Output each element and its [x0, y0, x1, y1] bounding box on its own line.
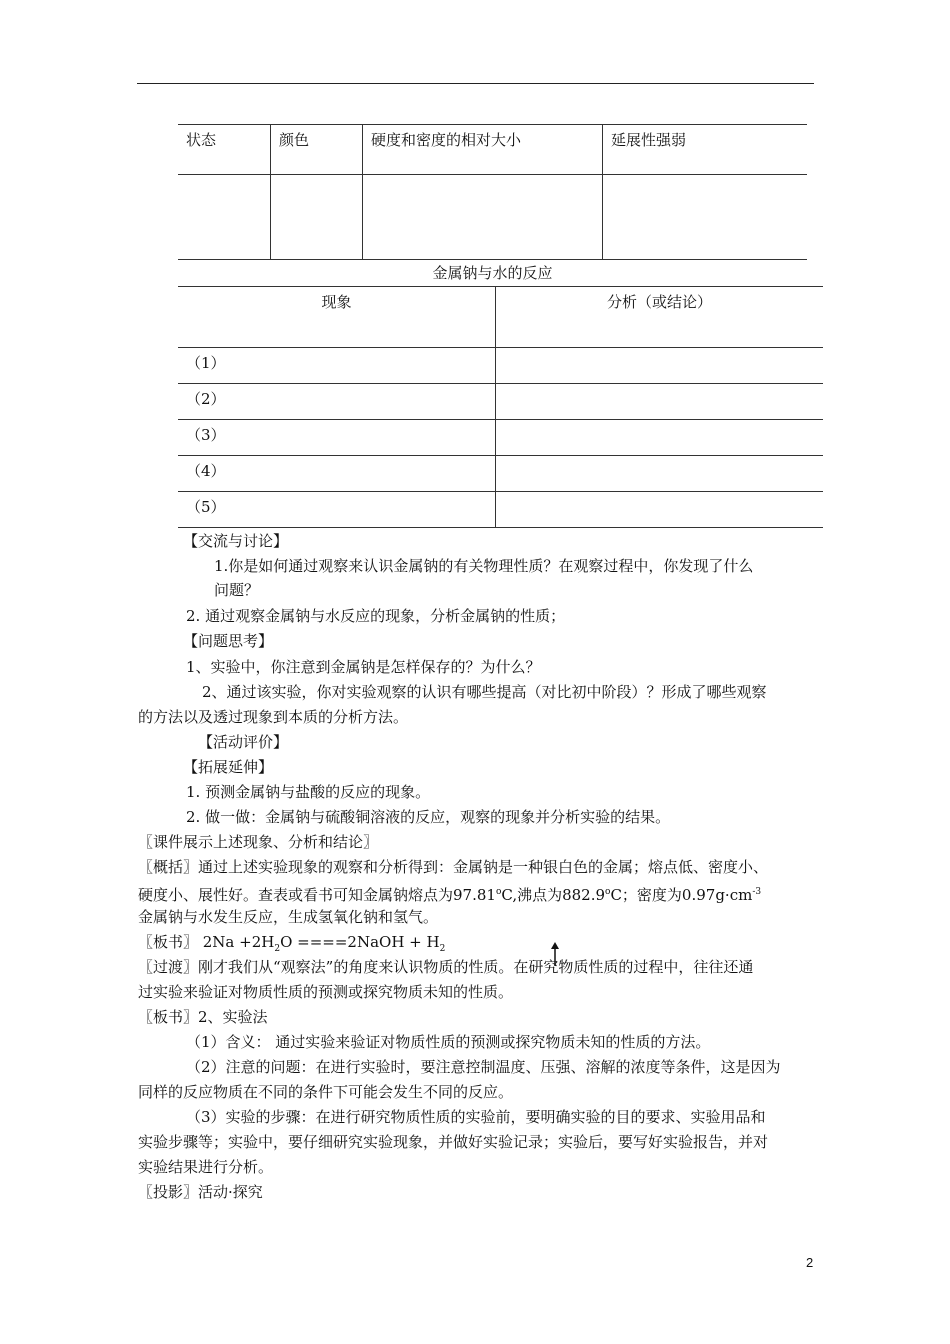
row-analysis-cell: [496, 384, 824, 420]
summary-line-2: 硬度小、展性好。查表或看书可知金属钠熔点为97.81$^o$C,沸点为882.9$^o$C；密度为$0.97g\cdot cm^{-3}$: [138, 886, 762, 904]
method-definition: （1）含义： 通过实验来验证对物质性质的预测或探究物质未知的性质的方法。: [186, 1033, 711, 1051]
row-label: （5）: [178, 492, 496, 528]
row-label: （1）: [178, 348, 496, 384]
caption-rule: [178, 259, 807, 260]
discussion-item-1-cont: 问题？: [214, 581, 260, 599]
header-color: 颜色: [271, 125, 363, 175]
header-analysis: 分析（或结论）: [496, 287, 824, 348]
page-number: 2: [806, 1255, 814, 1270]
summary-line-1: 〖概括〗通过上述实验现象的观察和分析得到：金属钠是一种银白色的金属；熔点低、密度小、: [138, 858, 769, 876]
courseware-note: 〖课件展示上述现象、分析和结论〗: [138, 833, 379, 851]
section-heading-evaluation: 【活动评价】: [198, 733, 289, 751]
summary-line-3: 金属钠与水发生反应，生成氢氧化钠和氢气。: [138, 908, 439, 926]
extension-item-1: 1. 预测金属钠与盐酸的反应的现象。: [186, 783, 431, 801]
row-analysis-cell: [496, 420, 824, 456]
method-notes-2: 同样的反应物质在不同的条件下可能会发生不同的反应。: [138, 1083, 514, 1101]
header-ductility: 延展性强弱: [603, 125, 808, 175]
sodium-properties-table: [178, 124, 807, 260]
row-analysis-cell: [496, 492, 824, 528]
method-steps-1: （3）实验的步骤：在进行研究物质性质的实验前，要明确实验的目的要求、实验用品和: [186, 1108, 766, 1126]
transition-line-1: 〖过渡〗刚才我们从“观察法”的角度来认识物质的性质。在研究物质性质的过程中，往往还通: [138, 958, 754, 976]
question-item-2: 2、通过该实验，你对实验观察的认识有哪些提高（对比初中阶段）？形成了哪些观察: [202, 683, 767, 701]
question-item-2-cont: 的方法以及透过现象到本质的分析方法。: [138, 708, 409, 726]
method-notes-1: （2）注意的问题：在进行实验时，要注意控制温度、压强、溶解的浓度等条件，这是因为: [186, 1058, 781, 1076]
method-steps-3: 实验结果进行分析。: [138, 1158, 274, 1176]
question-item-1: 1、实验中，你注意到金属钠是怎样保存的？为什么？: [186, 658, 541, 676]
cell-hardness-density: [363, 175, 603, 260]
projection-activity: 〖投影〗活动·探究: [138, 1183, 263, 1201]
cell-ductility: [603, 175, 808, 260]
section-heading-extension: 【拓展延伸】: [183, 758, 274, 776]
transition-line-2: 过实验来验证对物质性质的预测或探究物质未知的性质。: [138, 983, 514, 1001]
row-label: （3）: [178, 420, 496, 456]
row-analysis-cell: [496, 348, 824, 384]
sodium-water-reaction-table: [178, 286, 823, 528]
section-heading-questions: 【问题思考】: [183, 632, 274, 650]
board-equation: 〖板书〗 $2Na +2H_2O$ ====2NaOH + $H_2$: [138, 933, 446, 954]
row-label: （4）: [178, 456, 496, 492]
cell-color: [271, 175, 363, 260]
header-hardness-density: 硬度和密度的相对大小: [363, 125, 603, 175]
row-label: （2）: [178, 384, 496, 420]
section-heading-discussion: 【交流与讨论】: [183, 532, 289, 550]
header-rule: [137, 83, 814, 84]
extension-item-2: 2. 做一做：金属钠与硫酸铜溶液的反应，观察的现象并分析实验的结果。: [186, 808, 671, 826]
cell-state: [178, 175, 271, 260]
board-experiment-method: 〖板书〗2、实验法: [138, 1008, 268, 1026]
table-caption: 金属钠与水的反应: [432, 264, 553, 282]
header-state: 状态: [178, 125, 271, 175]
method-steps-2: 实验步骤等；实验中，要仔细研究实验现象，并做好实验记录；实验后，要写好实验报告，并对: [138, 1133, 769, 1151]
row-analysis-cell: [496, 456, 824, 492]
discussion-item-1: 1.你是如何通过观察来认识金属钠的有关物理性质？在观察过程中，你发现了什么: [214, 557, 754, 575]
discussion-item-2: 2. 通过观察金属钠与水反应的现象，分析金属钠的性质；: [186, 607, 566, 625]
header-phenomenon: 现象: [178, 287, 496, 348]
